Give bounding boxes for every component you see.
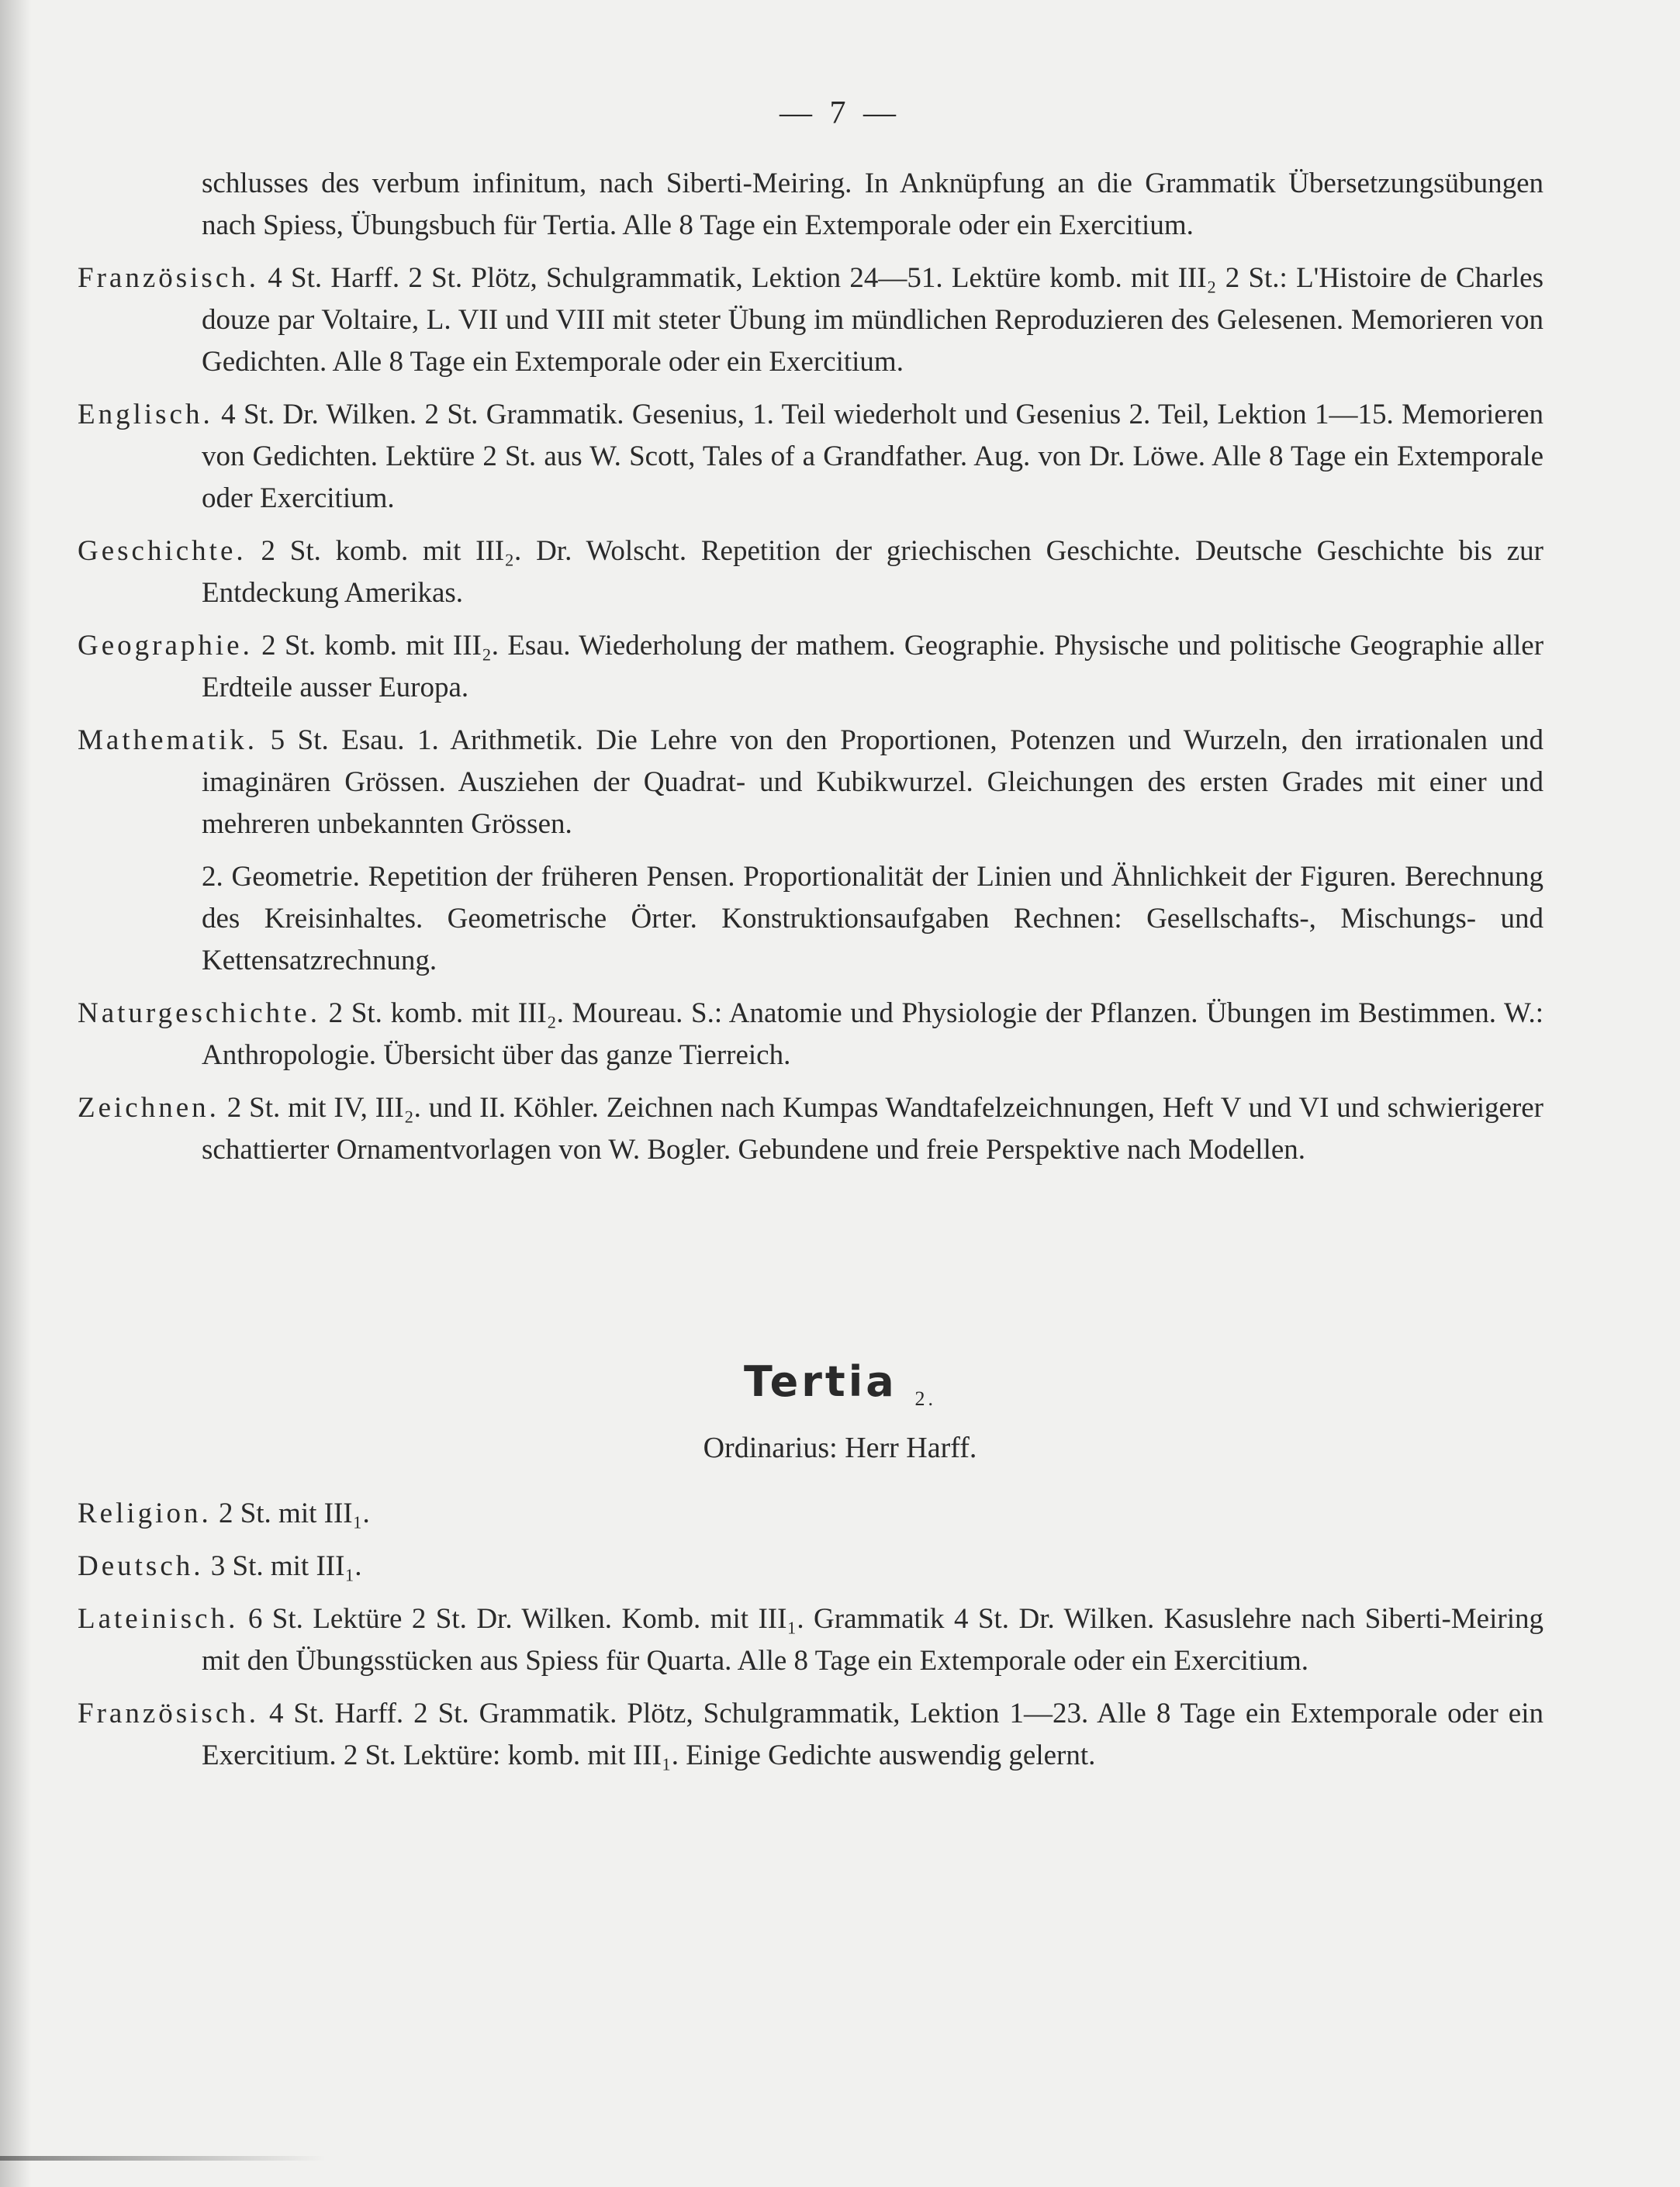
subject-geographie bbox=[78, 625, 1543, 709]
section-title: Tertia bbox=[744, 1357, 897, 1406]
mathematik-geometrie: 2. Geometrie. Repetition der früheren Pensen. Proportionalität der Linien und Ähnlichkeit der Figuren. Berechnung des Kreisinhaltes. Geometrische Örter. Konstruktionsaufgaben Rechnen: Gesellschafts-, Mischungs- und Kettensatzrechnung. bbox=[202, 861, 1543, 976]
subject-religion bbox=[78, 1493, 1543, 1535]
subject-text: 2 St. komb. mit III₂. Esau. Wiederholung der mathem. Geographie. Physische und politische Geographie aller Erdteile ausser Europa. bbox=[202, 630, 1544, 703]
subject-geschichte bbox=[78, 530, 1543, 614]
subject-lateinisch bbox=[78, 1598, 1543, 1682]
bottom-edge-mark bbox=[0, 2156, 326, 2161]
ordinarius-line: Ordinarius: Herr Harff. bbox=[703, 1432, 977, 1464]
section-tertia-2 bbox=[78, 1493, 1543, 1788]
subject-franzoesisch bbox=[78, 257, 1543, 383]
subject-label: Religion. bbox=[78, 1498, 212, 1529]
subject-text: 3 St. mit III₁. bbox=[210, 1550, 362, 1582]
subject-text: 2 St. komb. mit III₂. Dr. Wolscht. Repetition der griechischen Geschichte. Deutsche Geschichte bis zur Entdeckung Amerikas. bbox=[202, 535, 1543, 609]
subject-zeichnen bbox=[78, 1087, 1543, 1171]
subject-text: 2 St. komb. mit III₂. Moureau. S.: Anatomie und Physiologie der Pflanzen. Übungen im Bestimmen. W.: Anthropologie. Übersicht über das ganze Tierreich. bbox=[202, 997, 1544, 1071]
subject-englisch bbox=[78, 394, 1543, 520]
subject-label: Naturgeschichte. bbox=[78, 997, 320, 1029]
subject-label: Französisch. bbox=[78, 262, 259, 294]
subject-label: Geographie. bbox=[78, 630, 253, 662]
subject-label: Mathematik. bbox=[78, 724, 258, 756]
section-title-index: 2. bbox=[914, 1387, 936, 1410]
latin-continuation: schlusses des verbum infinitum, nach Siberti-Meiring. In Anknüpfung an die Grammatik Übersetzungsübungen nach Spiess, Übungsbuch für Tertia. Alle 8 Tage ein Extemporale oder ein Exercitium. bbox=[202, 168, 1543, 241]
subject-text: 4 St. Dr. Wilken. 2 St. Grammatik. Gesenius, 1. Teil wiederholt und Gesenius 2. Teil, Lektion 1—15. Memorieren von Gedichten. Lektüre 2 St. aus W. Scott, Tales of a Grandfather. Aug. von Dr. Löwe. Alle 8 Tage ein Extemporale oder Exercitium. bbox=[202, 399, 1543, 514]
subject-text: 4 St. Harff. 2 St. Grammatik. Plötz, Schulgrammatik, Lektion 1—23. Alle 8 Tage ein Extemporale oder ein Exercitium. 2 St. Lektüre: komb. mit III₁. Einige Gedichte auswendig gelernt. bbox=[202, 1698, 1543, 1771]
subject-text: 4 St. Harff. 2 St. Plötz, Schulgrammatik, Lektion 24—51. Lektüre komb. mit III₂ 2 St.: L'Histoire de Charles douze par Voltaire, L. VII und VIII mit steter Übung im mündlichen Reproduzieren des Gelesenen. Memorieren von Gedichten. Alle 8 Tage ein Extemporale oder ein Exercitium. bbox=[202, 262, 1544, 378]
subject-franzoesisch-2 bbox=[78, 1693, 1543, 1777]
subject-label: Geschichte. bbox=[78, 535, 247, 567]
subject-text: 6 St. Lektüre 2 St. Dr. Wilken. Komb. mit III₁. Grammatik 4 St. Dr. Wilken. Kasuslehre nach Siberti-Meiring mit den Übungsstücken aus Spiess für Quarta. Alle 8 Tage ein Extemporale oder ein Exercitium. bbox=[202, 1603, 1543, 1677]
subject-text: 5 St. Esau. 1. Arithmetik. Die Lehre von den Proportionen, Potenzen und Wurzeln, den irrationalen und imaginären Grössen. Ausziehen der Quadrat- und Kubikwurzel. Gleichungen des ersten Grades mit einer und mehreren unbekannten Grössen. bbox=[202, 724, 1543, 840]
subject-text: 2 St. mit III₁. bbox=[218, 1498, 370, 1529]
subject-label: Englisch. bbox=[78, 399, 213, 430]
subject-label: Französisch. bbox=[78, 1698, 259, 1729]
subject-naturgeschichte bbox=[78, 993, 1543, 1076]
subject-deutsch bbox=[78, 1546, 1543, 1588]
subject-label: Deutsch. bbox=[78, 1550, 204, 1582]
subject-text: 2 St. mit IV, III₂. und II. Köhler. Zeichnen nach Kumpas Wandtafelzeichnungen, Heft V und VI und schwierigerer schattierter Ornamentvorlagen von W. Bogler. Gebundene und freie Perspektive nach Modellen. bbox=[202, 1092, 1544, 1166]
section-heading bbox=[0, 1357, 1680, 1411]
subject-label: Zeichnen. bbox=[78, 1092, 220, 1124]
section-tertia-1-continued bbox=[78, 163, 1543, 1182]
subject-label: Lateinisch. bbox=[78, 1603, 239, 1635]
page-number: — 7 — bbox=[780, 95, 900, 131]
binding-edge-shadow bbox=[0, 0, 31, 2187]
subject-mathematik bbox=[78, 720, 1543, 845]
